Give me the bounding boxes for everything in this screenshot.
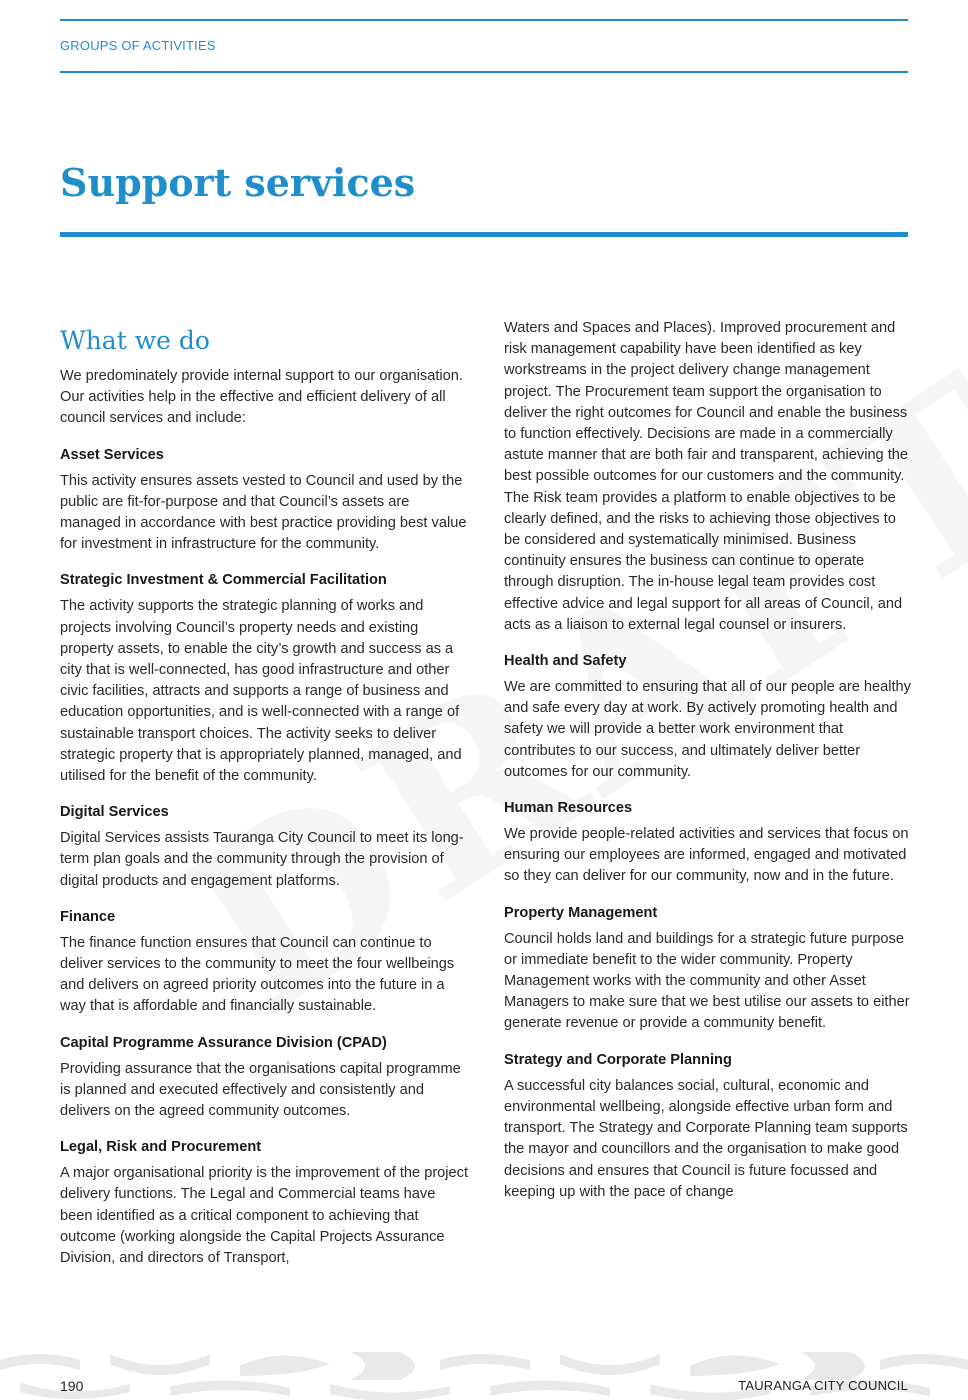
organisation-name: TAURANGA CITY COUNCIL (738, 1378, 908, 1393)
title-underline (60, 232, 908, 237)
section-heading-finance: Finance (60, 908, 116, 925)
header-top-rule (60, 19, 908, 21)
legal-risk-procurement-continuation: Waters and Spaces and Places). Improved procurement and risk management capability have been identified as key workstreams in the project delivery change management project. The Procurement team support the organisation to deliver the right outcomes for Council and enable the business to function effectively. Decisions are made in a commercially astute manner that are both fair and transparent, achieving the best possible outcomes for our customers and the community. The Risk team provides a platform to enable objectives to be clearly defined, and the risks to achieving those objectives to be considered and systematically minimised. Business continuity ensures the business can continue to operate through disruption. The in-house legal team provides cost effective advice and legal support for all areas of Council, and acts as a liaison to external legal counsel or insurers. (504, 320, 909, 633)
section-body-legal-risk-procurement: A major organisational priority is the improvement of the project delivery functions. The Legal and Commercial teams have been identified as a critical component to achieving that outcome (working alongside the Capital Projects Assurance Division, and directors of Transport, (60, 1165, 469, 1267)
what-we-do-heading: What we do (60, 326, 210, 355)
section-body-strategic-investment: The activity supports the strategic planning of works and projects involving Council’s property needs and existing property assets, to enable the city’s growth and success as a city that is well-connected, has good infrastructure and other civic facilities, attracts and supports a range of business and education opportunities, and is well-connected with a range of sustainable transport choices. The activity seeks to deliver strategic property that is appropriately planned, managed, and utilised for the benefit of the community. (60, 598, 462, 785)
section-body-cpad: Providing assurance that the organisations capital programme is planned and executed effectively and consistently and delivers on the agreed community outcomes. (60, 1060, 461, 1120)
section-heading-legal-risk-procurement: Legal, Risk and Procurement (60, 1139, 262, 1156)
section-heading-health-safety: Health and Safety (504, 653, 627, 670)
section-heading-strategy-corporate-planning: Strategy and Corporate Planning (504, 1051, 732, 1068)
left-column (60, 318, 468, 1284)
section-heading-human-resources: Human Resources (504, 800, 633, 817)
section-body-human-resources: We provide people-related activities and services that focus on ensuring our employees are informed, engaged and motivated so they can deliver for our community, now and in the future. (504, 826, 909, 885)
page-number: 190 (60, 1378, 84, 1394)
section-heading-cpad: Capital Programme Assurance Division (CPAD) (60, 1034, 387, 1051)
section-body-asset-services: This activity ensures assets vested to Council and used by the public are fit-for-purpose and that Council’s assets are managed in accordance with best practice providing best value for investment in infrastructure for the community. (60, 472, 467, 553)
section-body-health-safety: We are committed to ensuring that all of our people are healthy and safe every day at work. By actively promoting health and safety we will provide a better work environment that contributes to our success, and ultimately deliver better outcomes for our community. (504, 679, 911, 780)
section-heading-digital-services: Digital Services (60, 804, 169, 821)
section-body-strategy-corporate-planning: A successful city balances social, cultural, economic and environmental wellbeing, alongside effective urban form and transport. The Strategy and Corporate Planning team supports the mayor and councillors and the organisation to make good decisions and ensures that Council is future focussed and keeping up with the pace of change (504, 1077, 908, 1200)
section-heading-asset-services: Asset Services (60, 446, 164, 463)
section-heading-strategic-investment: Strategic Investment & Commercial Facilitation (60, 572, 387, 589)
section-body-property-management: Council holds land and buildings for a strategic future purpose or immediate benefit to the wider community. Property Management works with the community and other Asset Managers to make sure that we best utilise our assets to either generate revenue or provide a community benefit. (504, 930, 910, 1032)
section-body-digital-services: Digital Services assists Tauranga City Council to meet its long-term plan goals and the community through the provision of digital products and engagement platforms. (60, 830, 464, 889)
section-label: GROUPS OF ACTIVITIES (60, 38, 216, 53)
page-title: Support services (60, 160, 416, 205)
intro-paragraph: We predominately provide internal support to our organisation. Our activities help in the effective and efficient delivery of all council services and include: (60, 368, 463, 427)
right-column (504, 318, 914, 1218)
section-heading-property-management: Property Management (504, 904, 658, 921)
header-bottom-rule (60, 71, 908, 73)
section-body-finance: The finance function ensures that Council can continue to deliver services to the community to meet the four wellbeings and delivers on agreed priority outcomes into the future in a way that is affordable and financially sustainable. (60, 934, 455, 1015)
